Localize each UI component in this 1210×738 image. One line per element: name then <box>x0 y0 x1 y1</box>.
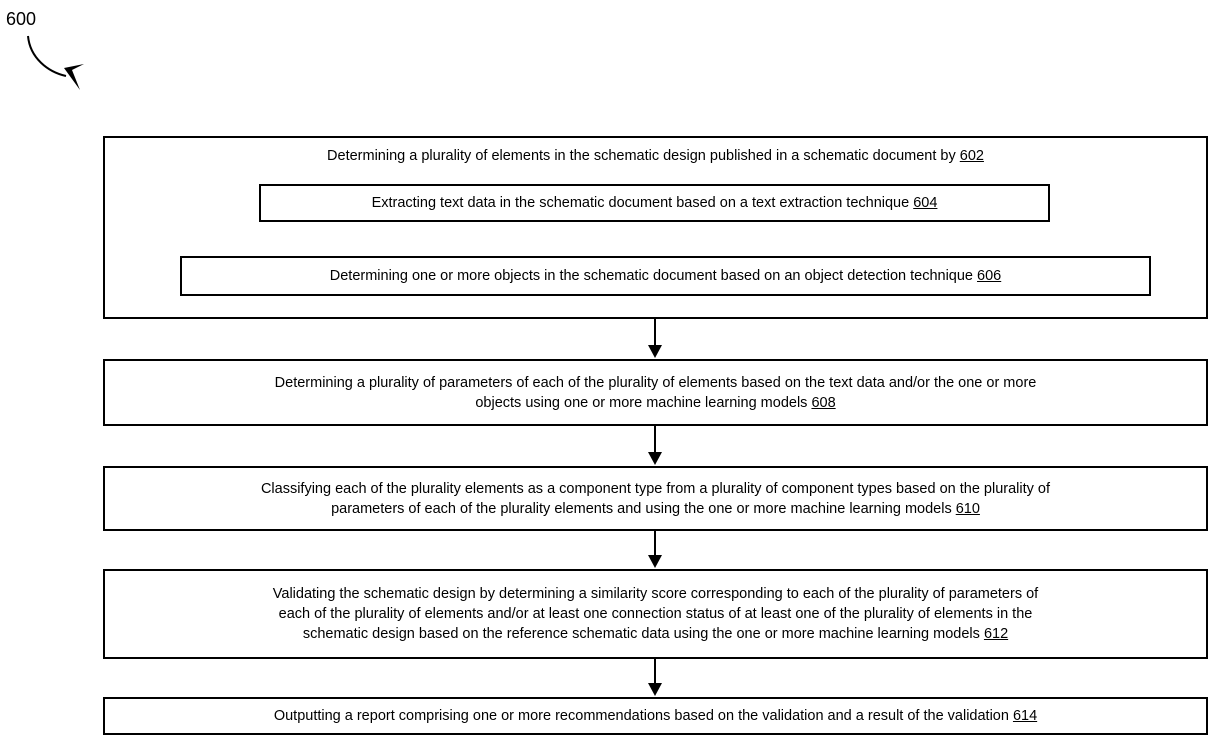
step-608-ref: 608 <box>811 394 836 411</box>
step-606-ref: 606 <box>977 268 1002 284</box>
step-608-box <box>103 359 1208 426</box>
step-610-ref: 610 <box>955 500 980 517</box>
connector-arrow-610-612 <box>645 531 665 569</box>
figure-number: 600 <box>6 9 37 29</box>
connector-arrow-608-610 <box>645 426 665 466</box>
step-604-ref: 604 <box>913 195 938 211</box>
step-614-ref: 614 <box>1012 708 1038 724</box>
figure-curved-arrow-icon <box>0 0 120 110</box>
step-608-text: Determining a plurality of parameters of each of the plurality of elements based on the text data and/or the one or more objects using one or more machine learning models 608 <box>274 374 1037 411</box>
step-612-ref: 612 <box>983 626 1009 642</box>
step-614-box <box>103 697 1208 735</box>
step-614-text: Outputting a report comprising one or more recommendations based on the validation and a result of the validation 614 <box>273 708 1038 724</box>
step-602-ref: 602 <box>959 148 984 164</box>
step-604-box <box>259 184 1050 222</box>
connector-arrow-602-608 <box>645 319 665 359</box>
step-602-text: Determining a plurality of elements in the schematic design published in a schematic document by 602 <box>327 148 984 164</box>
step-612-text: Validating the schematic design by determining a similarity score corresponding to each of the plurality of parameters of each of the plurality of elements and/or at least one connection status of at least one of the plurality of elements in the schematic design based on the reference schematic data using the one or more machine learning models 612 <box>272 586 1039 642</box>
connector-arrow-612-614 <box>645 659 665 697</box>
step-610-box <box>103 466 1208 531</box>
step-606-box <box>180 256 1151 296</box>
step-606-text: Determining one or more objects in the schematic document based on an object detection technique 606 <box>329 268 1002 284</box>
step-610-text: Classifying each of the plurality elements as a component type from a plurality of component types based on the plurality of parameters of each of the plurality elements and using the one or more machine learning models 610 <box>260 480 1051 517</box>
step-612-box <box>103 569 1208 659</box>
step-604-text: Extracting text data in the schematic document based on a text extraction technique 604 <box>371 195 938 211</box>
